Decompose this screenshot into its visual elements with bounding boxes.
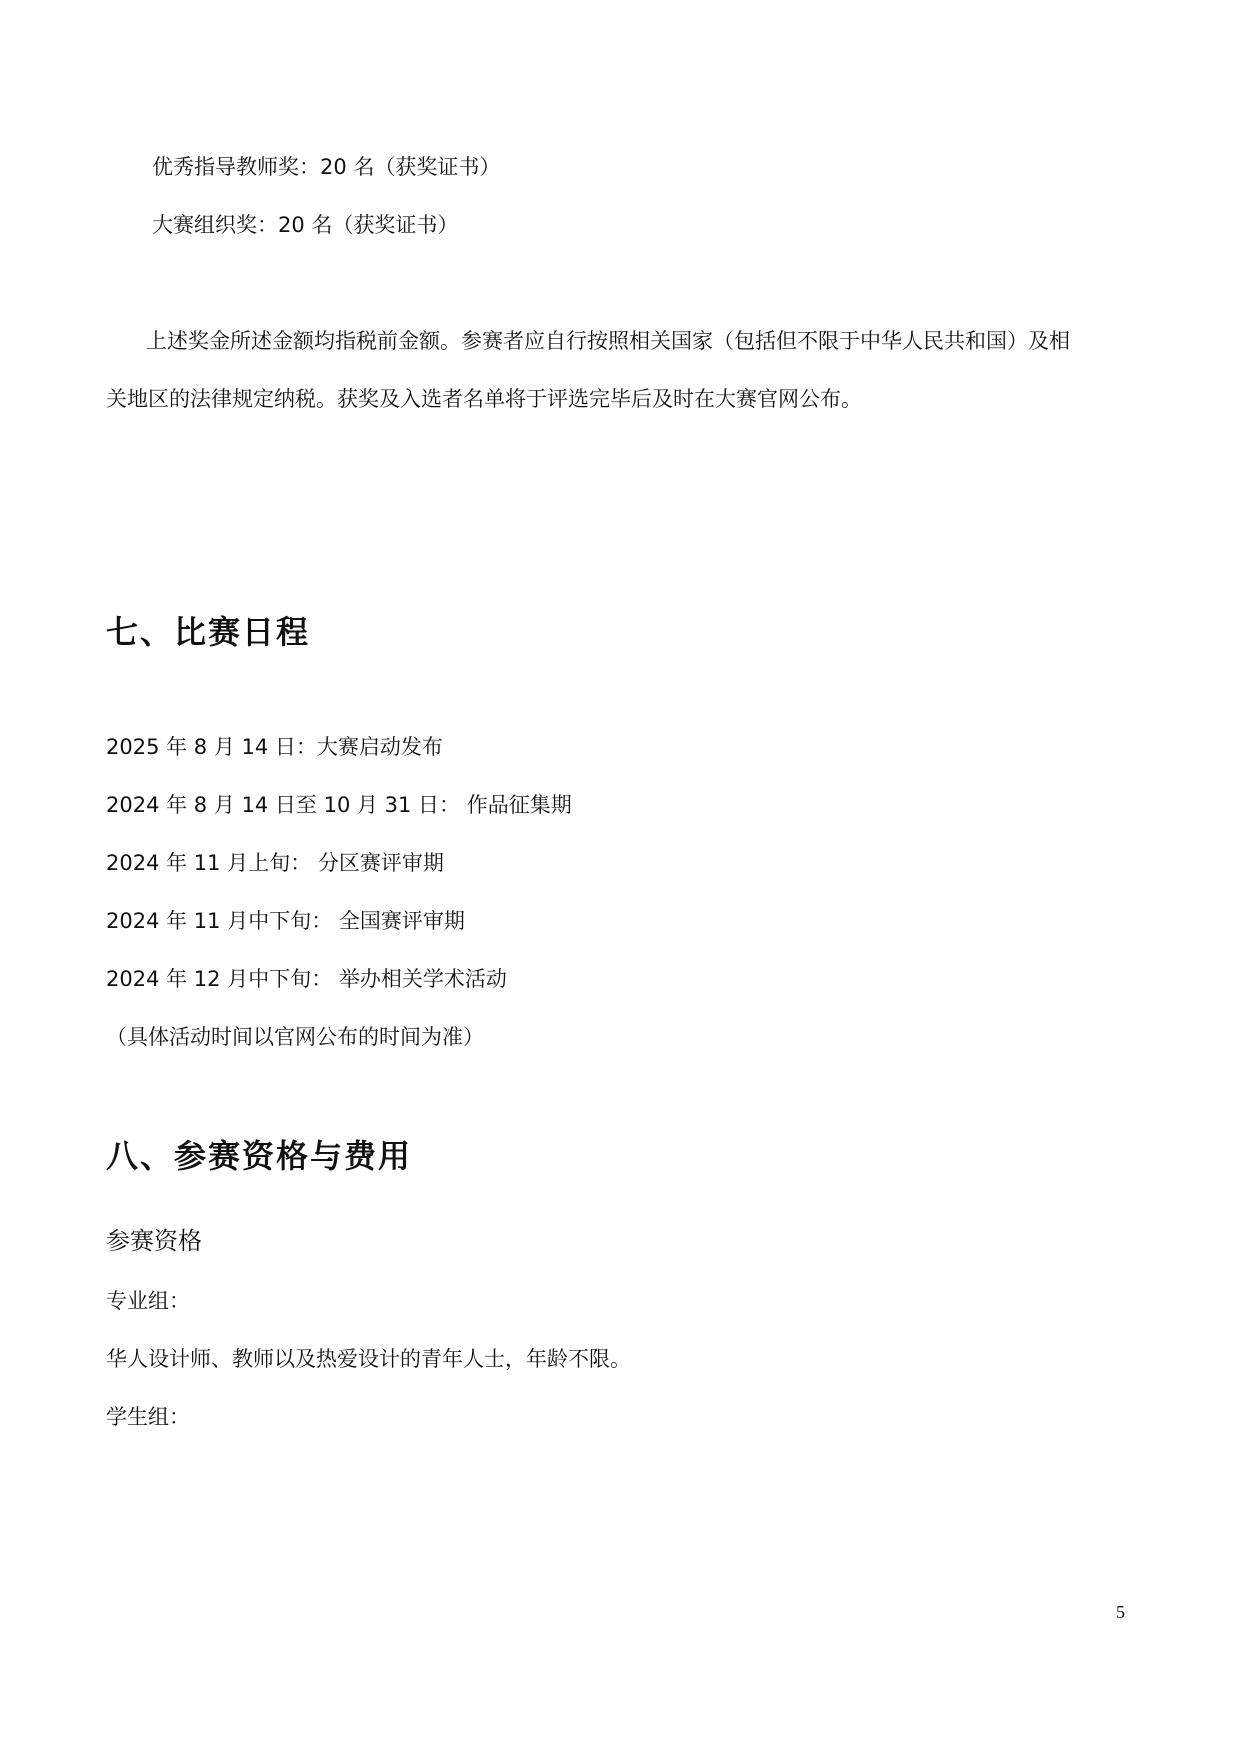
tax-note-line-1: 上述奖金所述金额均指税前金额。参赛者应自行按照相关国家（包括但不限于中华人民共和国）及相: [146, 329, 1070, 353]
pro-group-text: 华人设计师、教师以及热爱设计的青年人士，年龄不限。: [106, 1347, 631, 1371]
schedule-item: 2024 年 11 月中下旬： 全国赛评审期: [106, 909, 465, 933]
section-8-heading: 八、参赛资格与费用: [106, 1137, 413, 1175]
schedule-item: 2025 年 8 月 14 日：大赛启动发布: [106, 735, 443, 759]
page-number: 5: [1116, 1602, 1125, 1622]
teacher-award-line: 优秀指导教师奖：20 名（获奖证书）: [152, 155, 501, 179]
section-7-heading: 七、比赛日程: [106, 613, 311, 651]
eligibility-title: 参赛资格: [106, 1227, 202, 1255]
schedule-item: 2024 年 11 月上旬： 分区赛评审期: [106, 851, 444, 875]
organization-award-line: 大赛组织奖：20 名（获奖证书）: [152, 213, 459, 237]
schedule-note: （具体活动时间以官网公布的时间为准）: [106, 1025, 484, 1049]
pro-group-label: 专业组：: [106, 1289, 190, 1313]
student-group-label: 学生组：: [106, 1405, 190, 1429]
schedule-item: 2024 年 8 月 14 日至 10 月 31 日： 作品征集期: [106, 793, 572, 817]
schedule-item: 2024 年 12 月中下旬： 举办相关学术活动: [106, 967, 507, 991]
tax-note-line-2: 关地区的法律规定纳税。获奖及入选者名单将于评选完毕后及时在大赛官网公布。: [106, 387, 862, 411]
